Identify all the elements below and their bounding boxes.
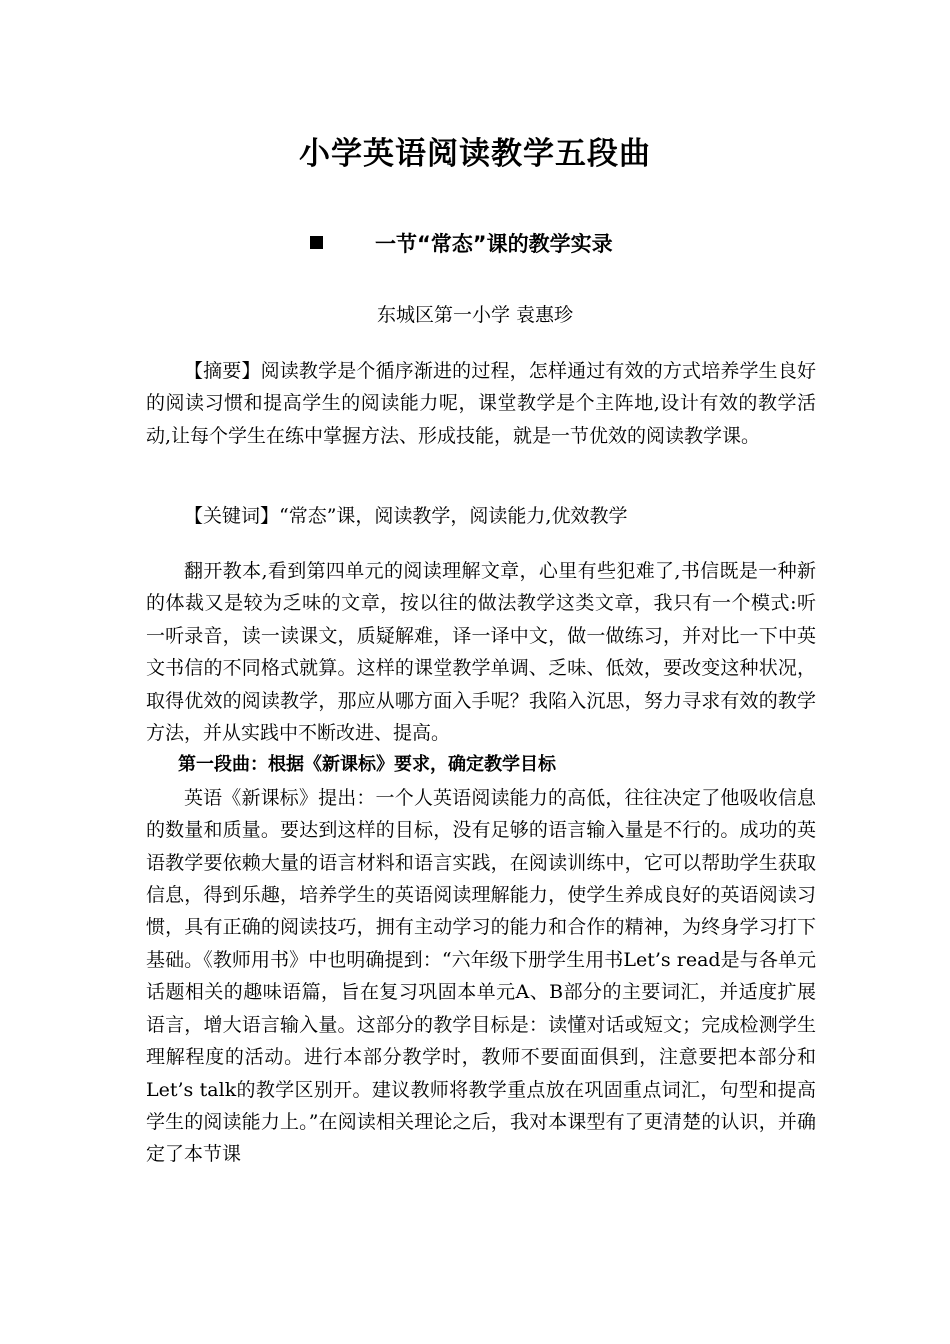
square-bullet-icon (310, 236, 323, 249)
author-line: 东城区第一小学 袁惠珍 (376, 304, 574, 326)
section1-paragraph: 英语《新课标》提出：一个人英语阅读能力的高低，往往决定了他吸收信息的数量和质量。要达到这样的目标，没有足够的语言输入量是不行的。成功的英语教学要依赖大量的语言材料和语言实践，在阅读训练中，它可以帮助学生获取信息，得到乐趣，培养学生的英语阅读理解能力，使学生养成良好的英语阅读习惯，具有正确的阅读技巧，拥有主动学习的能力和合作的精神，为终身学习打下基础。《教师用书》中也明确提到：“六年级下册学生用书Let’s read是与各单元话题相关的趣味语篇，旨在复习巩固本单元A、B部分的主要词汇，并适度扩展语言，增大语言输入量。这部分的教学目标是：读懂对话或短文；完成检测学生理解程度的活动。进行本部分教学时，教师不要面面俱到，注意要把本部分和Let’s talk的教学区别开。建议教师将教学重点放在巩固重点词汇，句型和提高学生的阅读能力上。”在阅读相关理论之后，我对本课型有了更清楚的认识，并确定了本节课 (146, 786, 816, 1166)
document-title: 小学英语阅读教学五段曲 (299, 136, 651, 172)
intro-paragraph: 翻开教本,看到第四单元的阅读理解文章，心里有些犯难了,书信既是一种新的体裁又是较为乏味的文章，按以往的做法教学这类文章，我只有一个模式:听一听录音，读一读课文，质疑解难，译一译中文，做一做练习，并对比一下中英文书信的不同格式就算。这样的课堂教学单调、乏味、低效，要改变这种状况，取得优效的阅读教学，那应从哪方面入手呢？我陷入沉思，努力寻求有效的教学方法，并从实践中不断改进、提高。 (146, 560, 816, 745)
main-content (146, 555, 816, 1171)
keywords-paragraph: 【关键词】“常态”课，阅读教学，阅读能力,优效教学 (184, 505, 628, 527)
keywords-block (146, 500, 816, 532)
abstract-block (146, 355, 816, 452)
document-subtitle: 一节“常态”课的教学实录 (375, 232, 613, 256)
abstract-paragraph: 【摘要】阅读教学是个循序渐进的过程，怎样通过有效的方式培养学生良好的阅读习惯和提高学生的阅读能力呢，课堂教学是个主阵地,设计有效的教学活动,让每个学生在练中掌握方法、形成技能，就是一节优效的阅读教学课。 (146, 360, 816, 447)
document-subtitle-line (310, 228, 613, 258)
section1-heading: 第一段曲：根据《新课标》要求，确定教学目标 (178, 754, 556, 776)
